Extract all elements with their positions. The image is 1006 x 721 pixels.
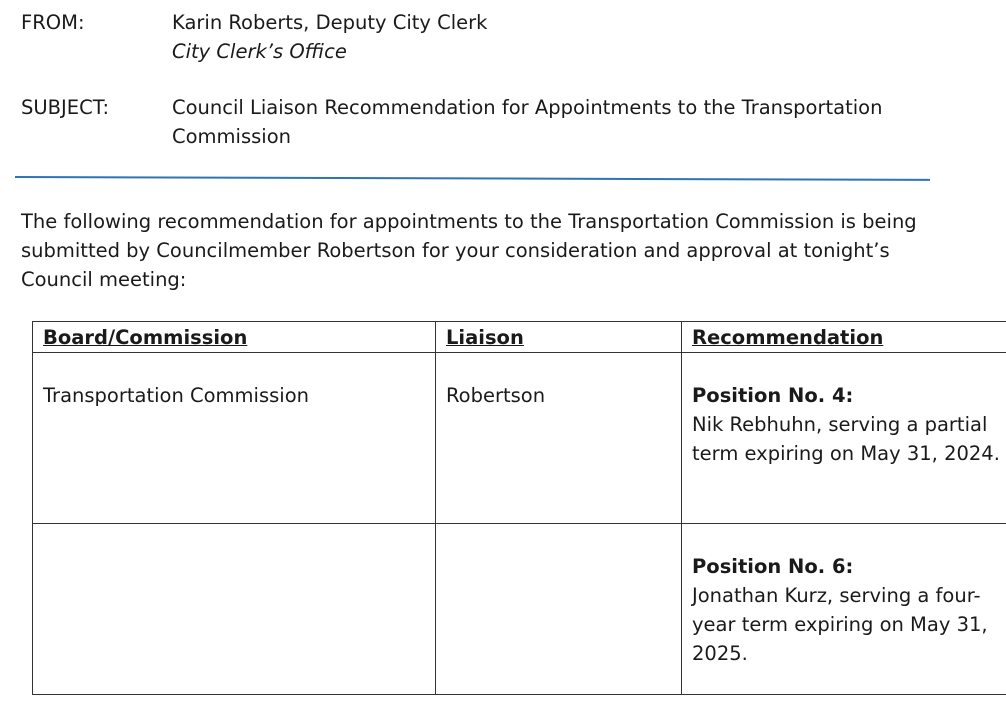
from-block [172, 8, 932, 66]
header-board: Board/Commission [33, 322, 436, 353]
intro-paragraph: The following recommendation for appointments to the Transportation Commission is being submitted by Councilmember Robertson for your consideration and approval at tonight’s Council meeting: [21, 210, 917, 291]
header-divider [15, 176, 930, 181]
recommendation-text: Jonathan Kurz, serving a four-year term expiring on May 31, 2025. [692, 584, 988, 665]
position-title: Position No. 6: [692, 555, 854, 578]
cell-recommendation [682, 524, 1006, 695]
table-header-row [33, 322, 1006, 353]
header-liaison: Liaison [436, 322, 682, 353]
cell-liaison [436, 524, 682, 695]
subject-label: SUBJECT: [21, 96, 110, 119]
cell-liaison: Robertson [436, 353, 682, 524]
cell-recommendation [682, 353, 1006, 524]
subject-text: Council Liaison Recommendation for Appointments to the Transportation Commission [172, 96, 883, 148]
table-row [33, 353, 1006, 524]
from-name: Karin Roberts, Deputy City Clerk [172, 11, 488, 34]
cell-board [33, 524, 436, 695]
from-office: City Clerk’s Office [172, 40, 347, 63]
table-row [33, 524, 1006, 695]
cell-board: Transportation Commission [33, 353, 436, 524]
from-label: FROM: [21, 11, 85, 34]
position-title: Position No. 4: [692, 384, 854, 407]
recommendation-text: Nik Rebhuhn, serving a partial term expiring on May 31, 2024. [692, 413, 1000, 465]
recommendation-table [32, 321, 1006, 695]
header-recommendation: Recommendation [682, 322, 1006, 353]
